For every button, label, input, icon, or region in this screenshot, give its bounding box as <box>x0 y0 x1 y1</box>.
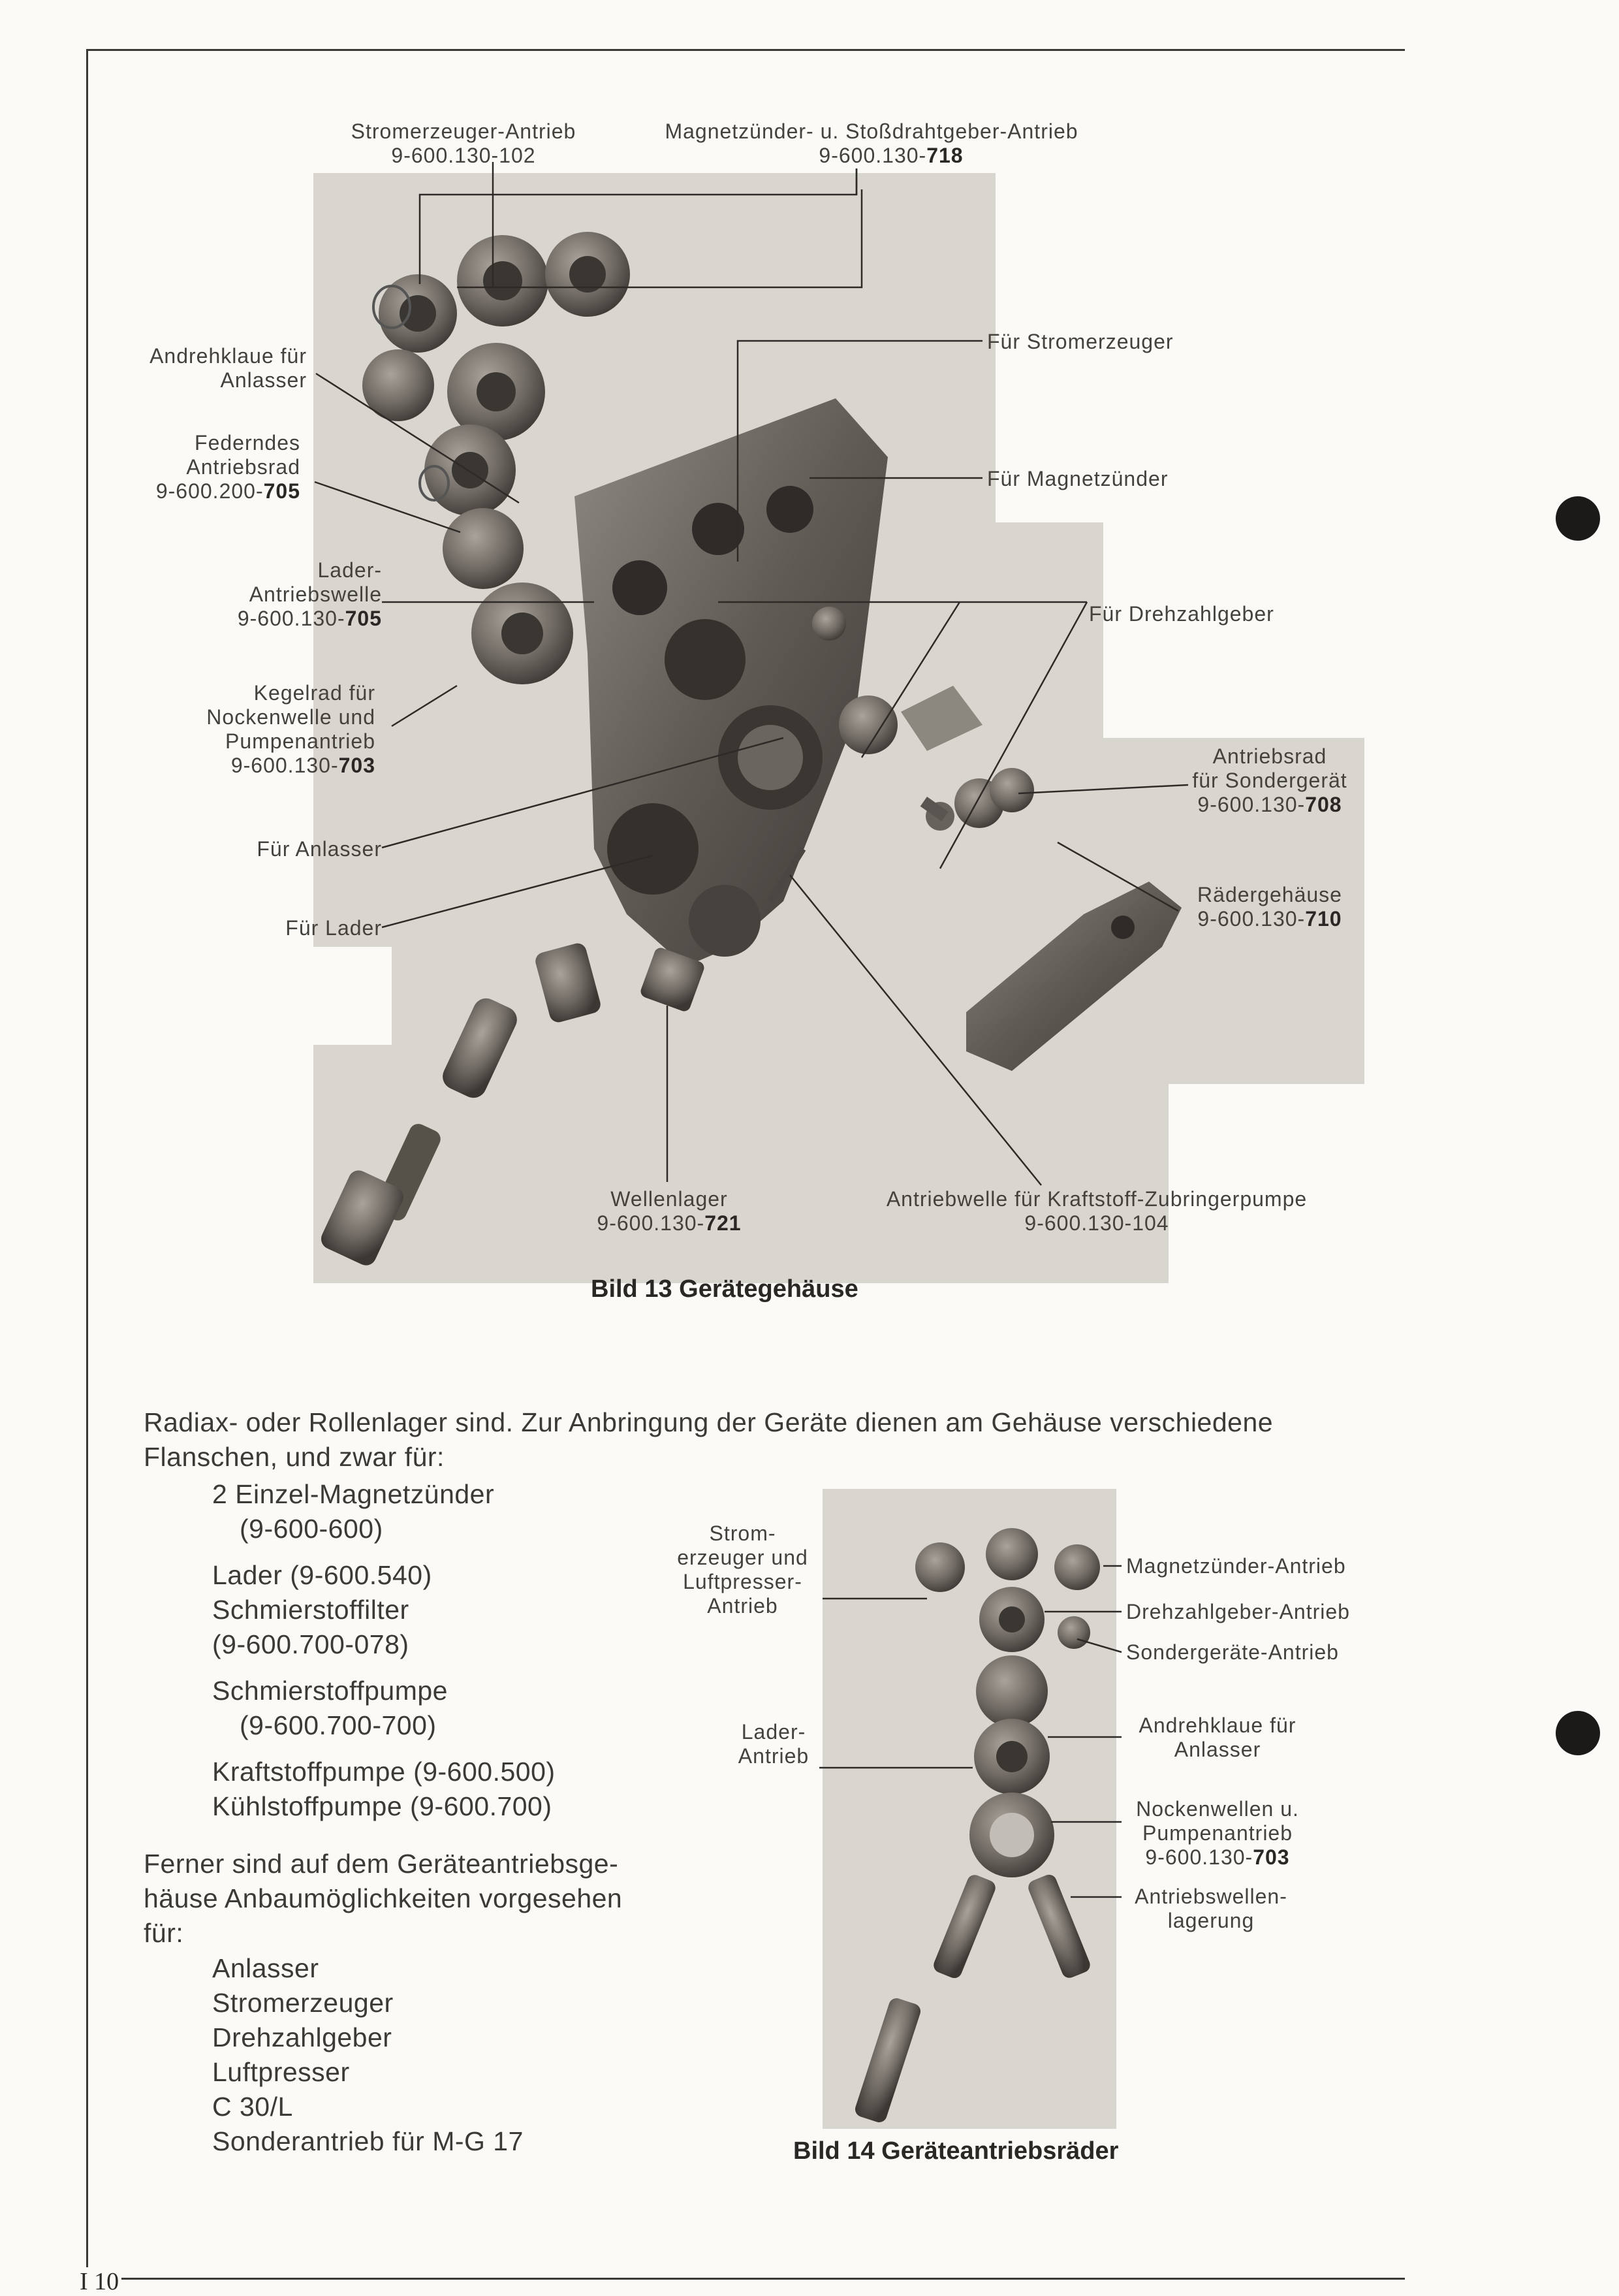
list-item: Schmierstoffpumpe <box>212 1676 448 1706</box>
list-item: Luftpresser <box>212 2057 350 2087</box>
list-item: Drehzahlgeber <box>212 2022 392 2052</box>
fig14-label-lagerung: Antriebswellen- lagerung <box>1135 1885 1287 1932</box>
list-item: (9-600-600) <box>240 1514 383 1544</box>
list-item: Kraftstoffpumpe (9-600.500) <box>212 1757 556 1787</box>
label-text: Magnetzünder- u. Stoßdrahtgeber-Antrieb <box>665 120 1078 143</box>
list-item: Anlasser <box>212 1953 319 1983</box>
label-kegelrad: Kegelrad für Nockenwelle und Pumpenantrieb 9-600.130-703 <box>206 681 375 777</box>
label-fuer-magnetzuender: Für Magnetzünder <box>987 467 1169 490</box>
list-anbau <box>212 1951 524 2159</box>
part-number: 9-600.130-718 <box>819 144 964 167</box>
label-antriebwelle: Antriebwelle für Kraftstoff-Zubringerpumpe 9-600.130-104 <box>886 1187 1308 1235</box>
fig14-label-andreh: Andrehklaue für Anlasser <box>1139 1714 1297 1761</box>
label-antriebsrad-sondergeraet: Antriebsrad für Sondergerät 9-600.130-708 <box>1192 744 1347 816</box>
paragraph-2: Ferner sind auf dem Geräteantriebsge- häuse Anbaumöglichkeiten vorgesehen für: <box>144 1849 623 1948</box>
list-item: C 30/L <box>212 2092 293 2122</box>
list-item: 2 Einzel-Magnetzünder <box>212 1479 495 1509</box>
label-fuer-lader: Für Lader <box>285 916 382 940</box>
label-stromerzeuger-antrieb <box>330 120 597 168</box>
part-number: 9-600.130-102 <box>391 144 536 167</box>
label-fuer-drehzahlgeber: Für Drehzahlgeber <box>1089 602 1274 626</box>
label-raedergehaeuse: Rädergehäuse 9-600.130-710 <box>1197 883 1342 931</box>
label-magnetzuender-antrieb <box>637 120 1107 168</box>
list-item: Stromerzeuger <box>212 1988 394 2018</box>
list-item: Lader (9-600.540) <box>212 1560 432 1590</box>
fig14-label-strom: Strom- erzeuger und Luftpresser- Antrieb <box>677 1522 808 1618</box>
list-item: Sonderantrieb für M-G 17 <box>212 2126 524 2156</box>
figure-14-caption: Bild 14 Geräteantriebsräder <box>793 2137 1119 2165</box>
label-text: Stromerzeuger-Antrieb <box>351 120 576 143</box>
fig14-label-magnet: Magnetzünder-Antrieb <box>1126 1554 1346 1578</box>
list-item: (9-600.700-700) <box>240 1710 437 1740</box>
fig14-label-sonder: Sondergeräte-Antrieb <box>1126 1640 1339 1664</box>
list-item: Kühlstoffpumpe (9-600.700) <box>212 1791 552 1821</box>
figure-14-photo <box>823 1489 1116 2129</box>
fig14-label-nocken: Nockenwellen u. Pumpenantrieb 9-600.130-703 <box>1136 1797 1299 1869</box>
page-number: I 10 <box>77 2267 121 2296</box>
fig14-label-lader: Lader- Antrieb <box>738 1720 810 1768</box>
paragraph-1: Radiax- oder Rollenlager sind. Zur Anbringung der Geräte dienen am Gehäuse verschiedene Flanschen, und zwar für: <box>144 1407 1274 1472</box>
fig14-label-drehzahl: Drehzahlgeber-Antrieb <box>1126 1600 1350 1623</box>
figure-13-caption: Bild 13 Gerätegehäuse <box>591 1275 858 1303</box>
label-wellenlager: Wellenlager 9-600.130-721 <box>597 1187 742 1235</box>
list-item: (9-600.700-078) <box>212 1629 409 1659</box>
label-lader-antriebswelle: Lader- Antriebswelle 9-600.130-705 <box>237 558 382 630</box>
label-federndes-antriebsrad: Federndes Antriebsrad 9-600.200-705 <box>155 431 300 503</box>
list-flanschen <box>212 1477 556 1824</box>
label-fuer-stromerzeuger: Für Stromerzeuger <box>987 330 1174 353</box>
label-fuer-anlasser: Für Anlasser <box>257 837 382 861</box>
list-item: Schmierstoffilter <box>212 1595 409 1625</box>
label-andrehklaue: Andrehklaue für Anlasser <box>149 344 307 392</box>
